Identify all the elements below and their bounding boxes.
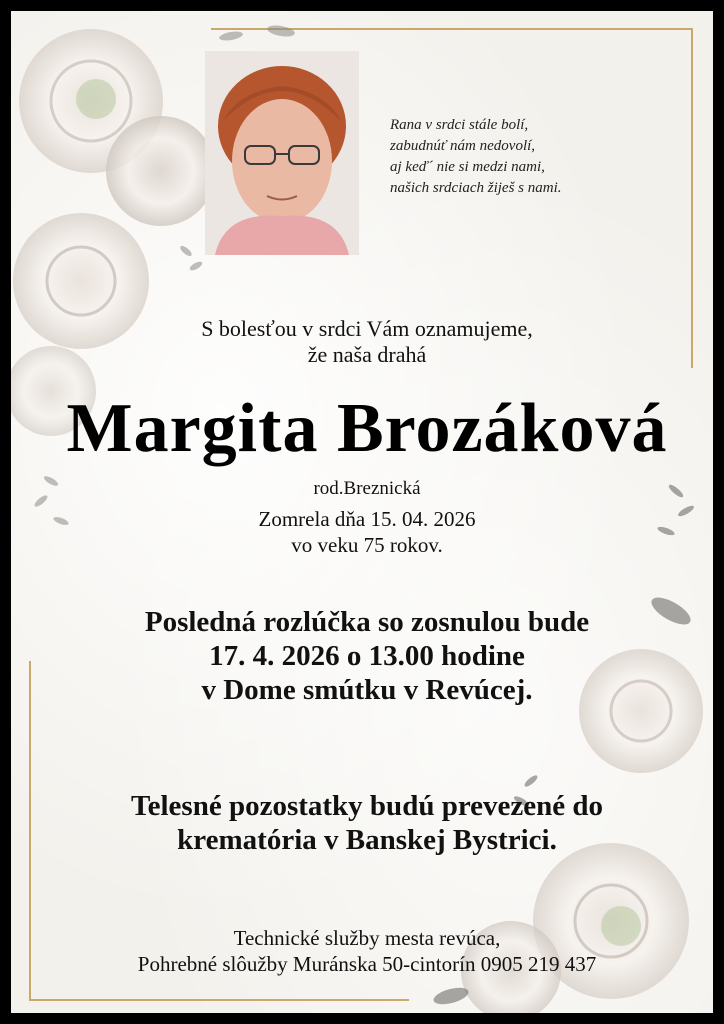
memorial-poem xyxy=(390,115,640,199)
poem-line: aj keď´ nie si medzi nami, xyxy=(390,159,545,175)
deceased-name: Margita Brozáková xyxy=(66,390,668,467)
maiden-name: rod.Breznická xyxy=(313,478,421,499)
poem-line: našich srdciach žiješ s nami. xyxy=(390,180,562,196)
announcement-intro xyxy=(11,316,718,368)
intro-line-1: S bolesťou v srdci Vám oznamujeme, xyxy=(201,316,533,341)
poem-line: Rana v srdci stále bolí, xyxy=(390,117,529,133)
farewell-line-1: Posledná rozlúčka so zosnulou bude xyxy=(144,606,590,638)
services-line-2: Pohrebné slôužby Muránska 50-cintorín 0905 219 437 xyxy=(137,952,597,976)
card-frame xyxy=(6,6,718,1018)
poem-line: zabudnúť nám nedovolí, xyxy=(390,138,536,154)
farewell-line-3: v Dome smútku v Revúcej. xyxy=(201,674,533,706)
funeral-services-footer xyxy=(11,925,718,977)
intro-line-2: že naša drahá xyxy=(307,342,427,367)
portrait-icon xyxy=(205,51,359,255)
services-line-1: Technické služby mesta revúca, xyxy=(233,926,501,950)
date-of-death: Zomrela dňa 15. 04. 2026 xyxy=(258,507,476,531)
farewell-notice xyxy=(11,605,718,707)
age-at-death: vo veku 75 rokov. xyxy=(291,533,443,557)
deceased-photo xyxy=(205,51,359,255)
remains-notice xyxy=(11,789,718,857)
farewell-line-2: 17. 4. 2026 o 13.00 hodine xyxy=(209,640,525,672)
remains-line-1: Telesné pozostatky budú prevezené do xyxy=(130,790,604,822)
remains-line-2: krematória v Banskej Bystrici. xyxy=(177,824,557,856)
